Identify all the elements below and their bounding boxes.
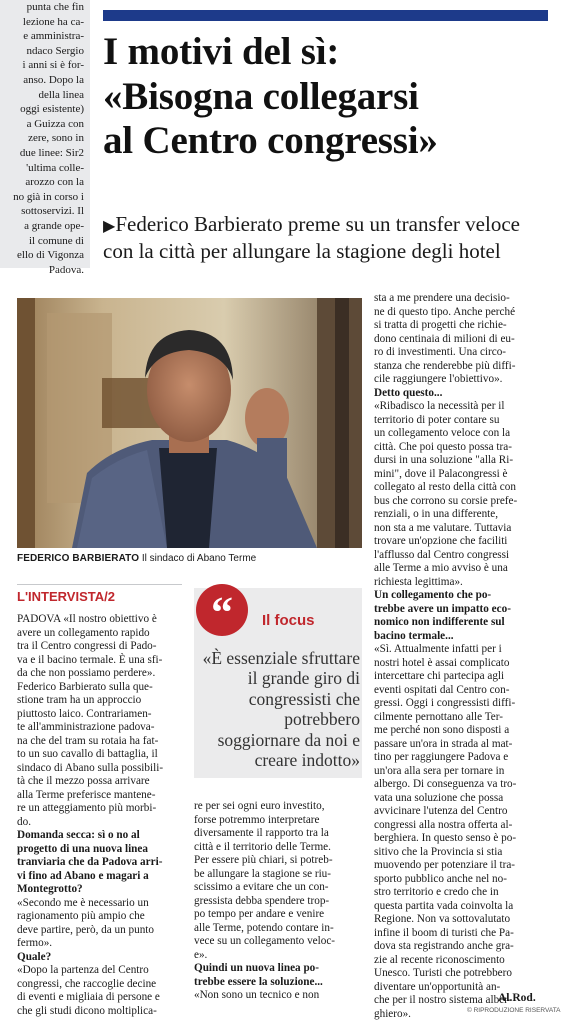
article-text-line: avvicinare l'utenza del Centro: [374, 805, 508, 817]
article-text-line: collegato al resto della città con: [374, 481, 516, 493]
article-text-line: PADOVA «Il nostro obiettivo è: [17, 613, 157, 625]
triangle-marker-icon: ▶: [103, 218, 116, 235]
focus-quote: «È essenziale sfruttare il grande giro di congressisti che potrebbero soggiornare da noi e creare indotto»: [202, 648, 360, 771]
article-text-line: sindaco di Abano sulla possibili-: [17, 761, 164, 774]
article-text-line: alle Terme a mio avviso è una: [374, 562, 508, 574]
caption-name: FEDERICO BARBIERATO: [17, 553, 140, 564]
article-text-line: «Secondo me è necessario un: [17, 896, 149, 909]
article-text-line: dursi in una soluzione "alla Ri-: [374, 454, 514, 466]
article-text-line: na che del tram su rotaia ha fat-: [17, 734, 159, 747]
quote-glyph: “: [211, 588, 233, 637]
header-rule: [103, 10, 548, 21]
previous-article-line: i anni si è for-: [22, 59, 84, 72]
article-text-line: Domanda secca: sì o no al: [17, 829, 140, 841]
article-text-line: sporto pubblico anche nel no-: [374, 872, 507, 885]
article-text-line: nomico non indifferente sul: [374, 616, 505, 628]
previous-article-line: no già in corso i: [13, 190, 84, 203]
article-text-line: re un atteggiamento più morbi-: [17, 802, 157, 814]
article-text-line: diversamente il rapporto tra la: [194, 827, 329, 839]
article-column-1: [17, 613, 182, 1018]
article-text-line: Federico Barbierato sulla que-: [17, 680, 153, 693]
article-text-line: intercettare chi partecipa agli: [374, 670, 505, 682]
article-text-line: eventi ospitati dal Centro con-: [374, 683, 510, 696]
article-text-line: to un suo cavallo di battaglia, il: [17, 748, 158, 760]
article-column-2: [194, 800, 362, 1003]
caption-text: Il sindaco di Abano Terme: [141, 553, 257, 564]
article-text-line: cile raggiungere l'obiettivo».: [374, 373, 503, 385]
article-text-line: piuttosto laico. Contrariamen-: [17, 707, 152, 720]
article-text-line: stanza che renderebbe più diffi-: [374, 359, 516, 372]
article-text-line: Quindi un nuova linea po-: [194, 962, 319, 974]
article-text-line: dova sta registrando anche gra-: [374, 940, 514, 952]
article-text-line: territorio di poter contare su: [374, 413, 500, 426]
article-text-line: da che non possiamo perdere».: [17, 667, 156, 679]
previous-article-line: zere, sono in: [28, 132, 84, 145]
article-text-line: cilmente pernottano alle Ter-: [374, 710, 503, 723]
headline: [103, 30, 553, 164]
article-text-line: re per sei ogni euro investito,: [194, 800, 325, 812]
previous-article-line: Padova.: [48, 263, 84, 276]
article-text-line: fermo».: [17, 937, 53, 949]
section-rule: [17, 584, 182, 585]
headline-line-3: al Centro congressi»: [103, 119, 438, 162]
article-text-line: nostri hotel è assai complicato: [374, 656, 510, 669]
subhead-line-1-text: Federico Barbierato preme su un transfer veloce: [115, 212, 520, 236]
quote-icon: [196, 584, 248, 636]
article-text-line: po tempo per andare e venire: [194, 908, 325, 920]
article-text-line: ghiero».: [374, 1007, 411, 1020]
article-text-line: di eventi e migliaia di persone e: [17, 991, 160, 1003]
article-text-line: be allungare la stagione se riu-: [194, 867, 331, 880]
previous-article-line: a grande ope-: [24, 219, 84, 232]
article-text-line: trebbe essere la soluzione...: [194, 975, 323, 988]
previous-article-line: il comune di: [29, 234, 84, 247]
article-text-line: «Dopo la partenza del Centro: [17, 964, 149, 976]
article-text-line: che gli studi dicono moltiplica-: [17, 1004, 157, 1017]
previous-article-line: sottoservizi. Il: [21, 205, 84, 218]
article-text-line: l'afflusso dal Centro congressi: [374, 548, 510, 561]
article-text-line: «Ribadisco la necessità per il: [374, 400, 505, 412]
article-text-line: Unesco. Turisti che potrebbero: [374, 967, 512, 979]
article-text-line: Montegrotto?: [17, 883, 83, 895]
article-text-line: albergo. Di conseguenza va tro-: [374, 778, 517, 790]
article-text-line: va e il bacino termale. È una sfi-: [17, 653, 163, 666]
article-text-line: zie al recente riconoscimento: [374, 953, 505, 966]
article-text-line: città. Che poi questo possa tra-: [374, 440, 512, 453]
article-text-line: trovare un'opzione che faciliti: [374, 535, 508, 547]
focus-title: Il focus: [262, 612, 315, 629]
article-text-line: progetto di una nuova linea: [17, 842, 148, 855]
article-text-line: gressista debba spendere trop-: [194, 894, 330, 907]
article-text-line: passare un'ora in strada al mat-: [374, 737, 513, 750]
article-text-line: città e il territorio delle Terme.: [194, 840, 331, 853]
article-text-line: avere un collegamento rapido: [17, 626, 150, 639]
article-text-line: non sta a me valutare. Tuttavia: [374, 521, 512, 534]
article-text-line: do.: [17, 815, 31, 828]
article-text-line: gressi. Oggi i congressisti diffi-: [374, 697, 516, 709]
article-text-line: renziali, o in una differente,: [374, 508, 499, 520]
previous-article-line: a Guizza con: [26, 117, 84, 130]
article-text-line: mini", dove il Palacongressi è: [374, 467, 508, 480]
article-text-line: diventare un'opportunità an-: [374, 980, 501, 993]
article-text-line: infine il boom di turisti che Pa-: [374, 926, 514, 939]
author-signature: Al.Rod.: [498, 992, 536, 1004]
previous-article-line: anso. Dopo la: [23, 73, 84, 86]
previous-article-line: 'ultima colle-: [26, 161, 84, 174]
article-text-line: berghiera. In questo senso è po-: [374, 832, 517, 844]
previous-article-line: punta che fin: [26, 1, 84, 13]
article-text-line: tino per raggiungere Padova e: [374, 751, 509, 763]
article-text-line: sitivo che la Provincia si stia: [374, 845, 503, 858]
headline-line-1: I motivi del sì:: [103, 30, 340, 73]
article-text-line: sta a me prendere una decisio-: [374, 292, 510, 304]
article-text-line: me perché non sono disposti a: [374, 724, 510, 736]
article-text-line: vata una soluzione che possa: [374, 791, 504, 804]
subhead-line-1: [103, 212, 553, 239]
article-text-line: dono centinaia di milioni di eu-: [374, 332, 515, 345]
previous-article-line: della linea: [38, 88, 84, 101]
article-text-line: deve partire, però, da un punto: [17, 923, 154, 936]
article-text-line: trebbe avere un impatto eco-: [374, 602, 511, 615]
previous-article-line: arozzo con la: [25, 176, 84, 189]
article-text-line: congressi, che raccoglie decine: [17, 977, 157, 990]
article-text-line: «Sì. Attualmente infatti per i: [374, 643, 502, 655]
portrait-photo: [17, 298, 362, 548]
article-text-line: forse potremmo interpretare: [194, 813, 320, 826]
article-text-line: bacino termale...: [374, 629, 454, 642]
article-text-line: congressi alla nostra offerta al-: [374, 818, 513, 831]
previous-article-line: e amministra-: [23, 30, 84, 43]
article-text-line: tranviaria che da Padova arri-: [17, 856, 163, 868]
article-text-line: stione tram ha un approccio: [17, 694, 142, 706]
article-text-line: ragionamento più ampio che: [17, 910, 145, 922]
copyright-notice: © RIPRODUZIONE RISERVATA: [467, 1007, 561, 1014]
subhead-line-2: con la città per allungare la stagione degli hotel: [103, 239, 501, 263]
article-text-line: ne di questo tipo. Anche perché: [374, 305, 516, 318]
article-text-line: ro di investimenti. Una circo-: [374, 346, 507, 358]
article-text-line: un'ora alla sera per tornare in: [374, 764, 505, 777]
article-text-line: vece su un collegamento veloc-: [194, 935, 336, 947]
article-text-line: scissimo a evitare che un con-: [194, 881, 329, 893]
photo-caption: [17, 553, 256, 564]
previous-article-line: ndaco Sergio: [26, 44, 84, 57]
article-text-line: muovendo per potenziare il tra-: [374, 859, 516, 871]
article-text-line: «Non sono un tecnico e non: [194, 989, 320, 1001]
article-text-line: che per il nostro sistema alber-: [374, 994, 512, 1006]
article-text-line: bus che corrono su corsie prefe-: [374, 494, 518, 507]
article-text-line: alle Terme, potendo contare in-: [194, 921, 334, 934]
article-text-line: te all'amministrazione padova-: [17, 721, 155, 733]
article-text-line: Quale?: [17, 950, 52, 963]
previous-article-line: lezione ha ca-: [22, 15, 84, 28]
previous-article-line: due linee: Sir2: [19, 146, 84, 159]
previous-article-column: [0, 0, 90, 276]
article-text-line: richiesta legittima».: [374, 575, 463, 588]
article-text-line: Per essere più chiari, si potreb-: [194, 854, 333, 866]
subheadline: [103, 212, 553, 263]
article-text-line: Regione. Non va sottovalutato: [374, 913, 511, 925]
article-text-line: tà che il mezzo possa arrivare: [17, 775, 150, 787]
article-text-line: e».: [194, 948, 208, 961]
article-text-line: si tratta di progetti che richie-: [374, 319, 507, 331]
article-text-line: tra il Centro congressi di Pado-: [17, 640, 157, 652]
article-text-line: questa partita vada coinvolta la: [374, 899, 514, 912]
previous-article-line: ello di Vigonza: [17, 249, 84, 262]
previous-article-line: oggi esistente): [20, 103, 84, 116]
article-text-line: alla Terme preferisce mantene-: [17, 788, 156, 801]
article-text-line: Detto questo...: [374, 386, 443, 399]
section-label: L'INTERVISTA/2: [17, 589, 115, 604]
article-text-line: stro territorio e credo che in: [374, 886, 499, 898]
article-text-line: Un collegamento che po-: [374, 589, 492, 601]
article-column-3: [374, 292, 550, 1021]
article-text-line: vi fino ad Abano e magari a: [17, 869, 149, 882]
article-text-line: un collegamento veloce con la: [374, 427, 511, 439]
headline-line-2: «Bisogna collegarsi: [103, 74, 419, 118]
